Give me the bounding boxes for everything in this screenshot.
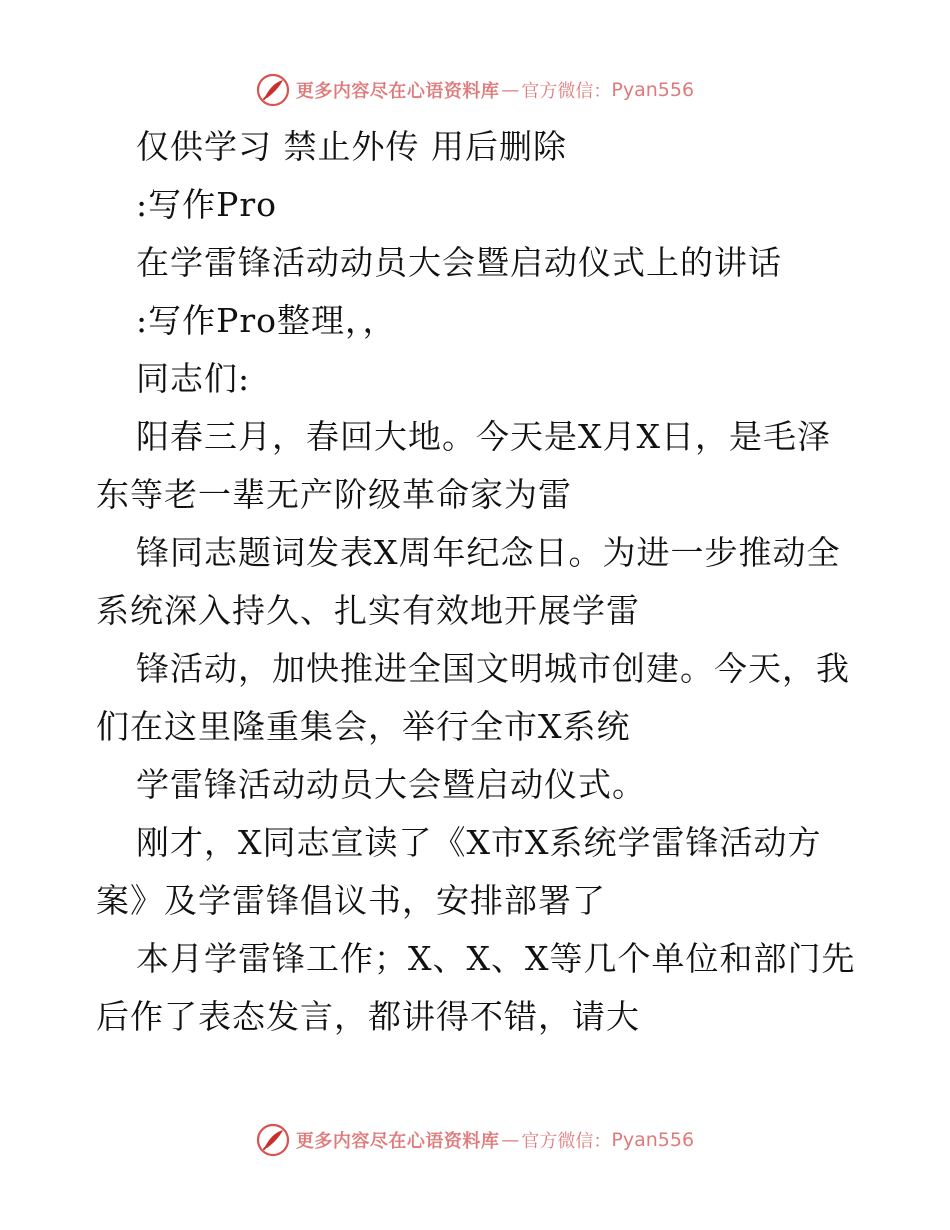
text-line: 后作了表态发言，都讲得不错，请大 (96, 997, 640, 1036)
text-line: :写作Pro整理，， (136, 301, 397, 340)
quill-logo-icon (256, 73, 290, 107)
document-body (96, 118, 856, 1046)
text-line: 同志们: (136, 359, 251, 398)
text-line: 阳春三月，春回大地。今天是X月X日，是毛泽 (136, 417, 831, 456)
watermark-separator: — (501, 1129, 520, 1151)
text-line: 们在这里隆重集会，举行全市X系统 (96, 707, 631, 746)
text-line: :写作Pro (136, 185, 277, 224)
watermark-separator: — (501, 79, 520, 101)
watermark-label: 官方微信： (521, 1131, 612, 1152)
text-line: 锋活动，加快推进全国文明城市创建。今天，我 (136, 649, 850, 688)
text-line: 案》及学雷锋倡议书，安排部署了 (96, 881, 606, 920)
text-line: 本月学雷锋工作；X、X、X等几个单位和部门先 (136, 939, 856, 978)
watermark-account: Pyan556 (611, 1129, 695, 1151)
text-line: 刚才，X同志宣读了《X市X系统学雷锋活动方 (136, 823, 822, 862)
text-line: 系统深入持久、扎实有效地开展学雷 (96, 591, 640, 630)
text-line: 锋同志题词发表X周年纪念日。为进一步推动全 (136, 533, 841, 572)
watermark-account: Pyan556 (611, 79, 695, 101)
watermark-text: 更多内容尽在心语资料库 (295, 1131, 500, 1152)
text-line: 在学雷锋活动动员大会暨启动仪式上的讲话 (136, 243, 782, 282)
watermark-text: 更多内容尽在心语资料库 (295, 81, 500, 102)
watermark-label: 官方微信： (521, 81, 612, 102)
footer-watermark (0, 1120, 950, 1160)
header-watermark (0, 70, 950, 110)
text-line: 学雷锋活动动员大会暨启动仪式。 (136, 765, 646, 804)
quill-logo-icon (256, 1123, 290, 1157)
text-line: 仅供学习 禁止外传 用后删除 (136, 127, 567, 166)
text-line: 东等老一辈无产阶级革命家为雷 (96, 475, 572, 514)
